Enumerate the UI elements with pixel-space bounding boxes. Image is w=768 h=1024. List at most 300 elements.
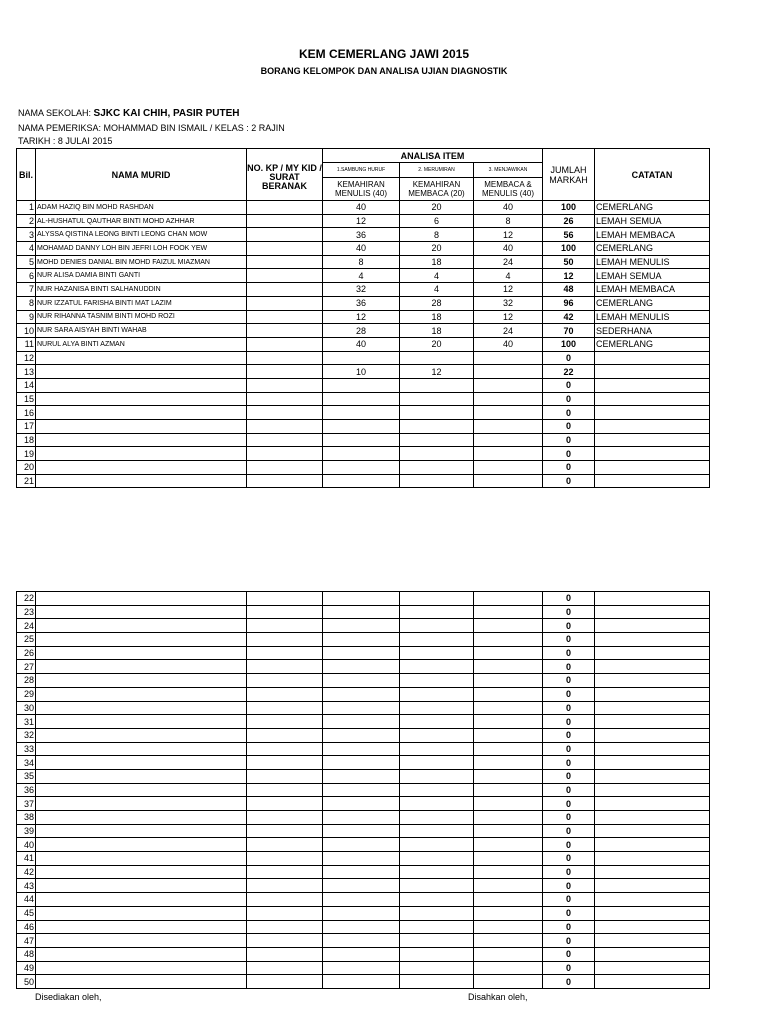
- row-number: 48: [17, 947, 36, 961]
- remark: [595, 838, 710, 852]
- score-menulis: [323, 392, 400, 406]
- remark: [595, 961, 710, 975]
- student-name: ADAM HAZIQ BIN MOHD RASHDAN: [36, 201, 247, 215]
- row-number: 11: [17, 337, 36, 351]
- total-marks: 56: [543, 228, 595, 242]
- total-marks: 0: [543, 961, 595, 975]
- score-membaca: [400, 447, 474, 461]
- remark: [595, 947, 710, 961]
- score-membaca: [400, 687, 474, 701]
- row-number: 40: [17, 838, 36, 852]
- remark: [595, 592, 710, 606]
- score-membaca: 4: [400, 283, 474, 297]
- table-row: [17, 961, 710, 975]
- student-name: NUR RIHANNA TASNIM BINTI MOHD ROZI: [36, 310, 247, 324]
- remark: LEMAH SEMUA: [595, 214, 710, 228]
- score-membaca-menulis: [474, 592, 543, 606]
- score-membaca-menulis: [474, 406, 543, 420]
- table-row: [17, 852, 710, 866]
- score-membaca: 18: [400, 310, 474, 324]
- approved-by-label: Disahkan oleh,: [468, 992, 528, 1002]
- remark: [595, 893, 710, 907]
- score-membaca-menulis: [474, 975, 543, 989]
- score-membaca-menulis: [474, 674, 543, 688]
- total-marks: 48: [543, 283, 595, 297]
- score-membaca-menulis: [474, 920, 543, 934]
- table-row: [17, 228, 710, 242]
- remark: [595, 865, 710, 879]
- total-marks: 0: [543, 756, 595, 770]
- score-menulis: [323, 811, 400, 825]
- score-membaca: [400, 605, 474, 619]
- header-sub2: KEMAHIRAN MEMBACA (20): [400, 178, 474, 201]
- score-membaca-menulis: 32: [474, 296, 543, 310]
- row-number: 21: [17, 474, 36, 488]
- student-name: [36, 961, 247, 975]
- score-menulis: [323, 728, 400, 742]
- student-name: [36, 824, 247, 838]
- score-membaca: [400, 975, 474, 989]
- total-marks: 0: [543, 975, 595, 989]
- score-membaca-menulis: 24: [474, 255, 543, 269]
- score-membaca: [400, 947, 474, 961]
- score-membaca-menulis: [474, 838, 543, 852]
- table-row: [17, 351, 710, 365]
- score-menulis: [323, 879, 400, 893]
- student-id: [247, 687, 323, 701]
- student-id: [247, 447, 323, 461]
- remark: [595, 797, 710, 811]
- score-membaca: [400, 865, 474, 879]
- table-row: [17, 474, 710, 488]
- student-id: [247, 797, 323, 811]
- table-row: [17, 715, 710, 729]
- score-membaca-menulis: [474, 461, 543, 475]
- score-menulis: [323, 701, 400, 715]
- score-membaca-menulis: [474, 947, 543, 961]
- student-name: [36, 728, 247, 742]
- table-row: [17, 824, 710, 838]
- score-membaca: [400, 728, 474, 742]
- remark: [595, 934, 710, 948]
- score-menulis: [323, 824, 400, 838]
- table-row: [17, 324, 710, 338]
- score-menulis: [323, 947, 400, 961]
- student-name: [36, 838, 247, 852]
- score-menulis: [323, 378, 400, 392]
- score-membaca: 12: [400, 365, 474, 379]
- student-name: [36, 893, 247, 907]
- header-total: JUMLAH MARKAH: [543, 149, 595, 201]
- student-name: [36, 646, 247, 660]
- student-name: [36, 592, 247, 606]
- table-row: [17, 214, 710, 228]
- header-analysis: ANALISA ITEM: [323, 149, 543, 163]
- score-membaca: 28: [400, 296, 474, 310]
- row-number: 15: [17, 392, 36, 406]
- remark: [595, 783, 710, 797]
- header-note: CATATAN: [595, 149, 710, 201]
- score-membaca-menulis: [474, 961, 543, 975]
- score-membaca-menulis: [474, 783, 543, 797]
- table-row: [17, 255, 710, 269]
- remark: [595, 633, 710, 647]
- row-number: 6: [17, 269, 36, 283]
- student-name: [36, 947, 247, 961]
- table-row: [17, 660, 710, 674]
- table-row: [17, 447, 710, 461]
- score-menulis: [323, 797, 400, 811]
- total-marks: 0: [543, 619, 595, 633]
- total-marks: 70: [543, 324, 595, 338]
- score-membaca-menulis: [474, 811, 543, 825]
- remark: [595, 920, 710, 934]
- row-number: 25: [17, 633, 36, 647]
- score-membaca-menulis: [474, 934, 543, 948]
- score-menulis: [323, 633, 400, 647]
- remark: [595, 975, 710, 989]
- remark: CEMERLANG: [595, 201, 710, 215]
- score-menulis: [323, 351, 400, 365]
- remark: [595, 365, 710, 379]
- remark: [595, 811, 710, 825]
- score-menulis: [323, 975, 400, 989]
- row-number: 13: [17, 365, 36, 379]
- score-membaca: [400, 783, 474, 797]
- row-number: 8: [17, 296, 36, 310]
- score-membaca: [400, 633, 474, 647]
- student-id: [247, 728, 323, 742]
- remark: LEMAH SEMUA: [595, 269, 710, 283]
- row-number: 44: [17, 893, 36, 907]
- score-membaca-menulis: [474, 906, 543, 920]
- student-name: NUR HAZANISA BINTI SALHANUDDIN: [36, 283, 247, 297]
- row-number: 34: [17, 756, 36, 770]
- score-membaca: [400, 742, 474, 756]
- row-number: 20: [17, 461, 36, 475]
- score-menulis: [323, 674, 400, 688]
- score-membaca: [400, 906, 474, 920]
- row-number: 5: [17, 255, 36, 269]
- score-membaca-menulis: [474, 701, 543, 715]
- student-id: [247, 337, 323, 351]
- score-menulis: 40: [323, 201, 400, 215]
- score-membaca-menulis: 40: [474, 242, 543, 256]
- remark: CEMERLANG: [595, 296, 710, 310]
- table-row: [17, 975, 710, 989]
- header-bil: Bil.: [17, 149, 36, 201]
- row-number: 4: [17, 242, 36, 256]
- student-name: [36, 879, 247, 893]
- remark: [595, 447, 710, 461]
- table-row: [17, 242, 710, 256]
- total-marks: 0: [543, 447, 595, 461]
- student-id: [247, 865, 323, 879]
- remark: [595, 769, 710, 783]
- row-number: 28: [17, 674, 36, 688]
- score-membaca: [400, 920, 474, 934]
- remark: [595, 474, 710, 488]
- total-marks: 0: [543, 852, 595, 866]
- score-menulis: 40: [323, 242, 400, 256]
- score-menulis: [323, 920, 400, 934]
- table-row: [17, 283, 710, 297]
- remark: [595, 619, 710, 633]
- remark: [595, 433, 710, 447]
- student-id: [247, 879, 323, 893]
- student-id: [247, 934, 323, 948]
- student-id: [247, 296, 323, 310]
- score-menulis: [323, 906, 400, 920]
- score-menulis: 8: [323, 255, 400, 269]
- score-membaca: [400, 461, 474, 475]
- score-membaca-menulis: [474, 433, 543, 447]
- total-marks: 100: [543, 242, 595, 256]
- total-marks: 0: [543, 947, 595, 961]
- table-row: [17, 420, 710, 434]
- table-row: [17, 365, 710, 379]
- score-menulis: [323, 852, 400, 866]
- student-id: [247, 461, 323, 475]
- student-name: [36, 906, 247, 920]
- total-marks: 0: [543, 646, 595, 660]
- remark: [595, 406, 710, 420]
- student-name: [36, 811, 247, 825]
- examiner-line: NAMA PEMERIKSA: MOHAMMAD BIN ISMAIL / KELAS : 2 RAJIN: [18, 123, 285, 133]
- score-membaca: [400, 879, 474, 893]
- row-number: 37: [17, 797, 36, 811]
- student-id: [247, 674, 323, 688]
- student-name: [36, 447, 247, 461]
- student-id: [247, 824, 323, 838]
- score-menulis: [323, 646, 400, 660]
- score-menulis: [323, 687, 400, 701]
- score-menulis: [323, 447, 400, 461]
- table-row: [17, 619, 710, 633]
- table-row: [17, 687, 710, 701]
- remark: [595, 674, 710, 688]
- score-membaca: [400, 756, 474, 770]
- row-number: 14: [17, 378, 36, 392]
- student-id: [247, 406, 323, 420]
- score-menulis: [323, 660, 400, 674]
- student-id: [247, 365, 323, 379]
- remark: [595, 378, 710, 392]
- table-row: [17, 337, 710, 351]
- total-marks: 0: [543, 433, 595, 447]
- total-marks: 0: [543, 865, 595, 879]
- student-name: AL-HUSHATUL QAUTHAR BINTI MOHD AZHHAR: [36, 214, 247, 228]
- total-marks: 0: [543, 701, 595, 715]
- total-marks: 0: [543, 783, 595, 797]
- student-name: [36, 605, 247, 619]
- total-marks: 0: [543, 934, 595, 948]
- score-membaca: 18: [400, 255, 474, 269]
- row-number: 45: [17, 906, 36, 920]
- score-membaca: 4: [400, 269, 474, 283]
- total-marks: 50: [543, 255, 595, 269]
- student-name: MOHD DENIES DANIAL BIN MOHD FAIZUL MIAZMAN: [36, 255, 247, 269]
- row-number: 43: [17, 879, 36, 893]
- total-marks: 0: [543, 674, 595, 688]
- score-menulis: [323, 420, 400, 434]
- student-id: [247, 701, 323, 715]
- score-membaca: 20: [400, 201, 474, 215]
- total-marks: 0: [543, 660, 595, 674]
- total-marks: 0: [543, 715, 595, 729]
- row-number: 38: [17, 811, 36, 825]
- remark: [595, 646, 710, 660]
- table-row: [17, 461, 710, 475]
- row-number: 46: [17, 920, 36, 934]
- score-membaca: [400, 474, 474, 488]
- student-id: [247, 255, 323, 269]
- score-membaca: [400, 406, 474, 420]
- student-id: [247, 769, 323, 783]
- total-marks: 0: [543, 769, 595, 783]
- total-marks: 0: [543, 811, 595, 825]
- student-name: [36, 351, 247, 365]
- total-marks: 0: [543, 742, 595, 756]
- row-number: 32: [17, 728, 36, 742]
- table-row: [17, 646, 710, 660]
- student-name: [36, 865, 247, 879]
- score-membaca-menulis: [474, 365, 543, 379]
- score-membaca: [400, 660, 474, 674]
- score-membaca: [400, 715, 474, 729]
- row-number: 39: [17, 824, 36, 838]
- table-row: [17, 201, 710, 215]
- score-menulis: [323, 893, 400, 907]
- student-id: [247, 961, 323, 975]
- table-row: [17, 797, 710, 811]
- student-name: [36, 433, 247, 447]
- student-name: [36, 660, 247, 674]
- score-menulis: [323, 715, 400, 729]
- total-marks: 0: [543, 605, 595, 619]
- prepared-by-label: Disediakan oleh,: [35, 992, 102, 1002]
- total-marks: 0: [543, 879, 595, 893]
- score-membaca-menulis: [474, 715, 543, 729]
- score-membaca: [400, 838, 474, 852]
- student-name: [36, 756, 247, 770]
- score-membaca-menulis: [474, 378, 543, 392]
- row-number: 19: [17, 447, 36, 461]
- student-name: [36, 392, 247, 406]
- score-membaca: [400, 769, 474, 783]
- table-row: [17, 674, 710, 688]
- total-marks: 0: [543, 378, 595, 392]
- score-membaca-menulis: [474, 633, 543, 647]
- student-name: [36, 742, 247, 756]
- score-menulis: [323, 865, 400, 879]
- total-marks: 0: [543, 474, 595, 488]
- score-membaca-menulis: [474, 392, 543, 406]
- student-name: [36, 378, 247, 392]
- table-row: [17, 756, 710, 770]
- total-marks: 0: [543, 920, 595, 934]
- score-menulis: [323, 619, 400, 633]
- remark: [595, 461, 710, 475]
- score-membaca-menulis: 12: [474, 228, 543, 242]
- score-membaca-menulis: [474, 447, 543, 461]
- score-menulis: [323, 934, 400, 948]
- student-table-page-1: [16, 148, 710, 488]
- remark: [595, 852, 710, 866]
- score-membaca: [400, 824, 474, 838]
- document-title: KEM CEMERLANG JAWI 2015: [298, 47, 470, 61]
- row-number: 41: [17, 852, 36, 866]
- score-membaca-menulis: [474, 852, 543, 866]
- table-row: [17, 378, 710, 392]
- student-id: [247, 660, 323, 674]
- table-row: [17, 920, 710, 934]
- score-membaca: 20: [400, 337, 474, 351]
- row-number: 35: [17, 769, 36, 783]
- table-row: [17, 392, 710, 406]
- row-number: 16: [17, 406, 36, 420]
- score-membaca: [400, 797, 474, 811]
- row-number: 17: [17, 420, 36, 434]
- table-row: [17, 811, 710, 825]
- student-name: [36, 701, 247, 715]
- row-number: 1: [17, 201, 36, 215]
- total-marks: 42: [543, 310, 595, 324]
- student-name: NUR SARA AISYAH BINTI WAHAB: [36, 324, 247, 338]
- header-sub1-small: 1.SAMBUNG HURUF: [323, 163, 400, 178]
- score-membaca: [400, 378, 474, 392]
- score-membaca-menulis: [474, 742, 543, 756]
- table-row: [17, 769, 710, 783]
- student-name: [36, 633, 247, 647]
- score-menulis: [323, 961, 400, 975]
- score-membaca-menulis: [474, 769, 543, 783]
- student-id: [247, 392, 323, 406]
- score-menulis: 12: [323, 214, 400, 228]
- score-menulis: 10: [323, 365, 400, 379]
- student-id: [247, 783, 323, 797]
- score-menulis: [323, 783, 400, 797]
- student-id: [247, 214, 323, 228]
- score-membaca-menulis: [474, 474, 543, 488]
- total-marks: 0: [543, 420, 595, 434]
- total-marks: 26: [543, 214, 595, 228]
- student-name: [36, 365, 247, 379]
- student-name: [36, 934, 247, 948]
- score-membaca-menulis: [474, 605, 543, 619]
- row-number: 9: [17, 310, 36, 324]
- score-membaca: [400, 674, 474, 688]
- student-id: [247, 378, 323, 392]
- score-menulis: 32: [323, 283, 400, 297]
- score-menulis: [323, 474, 400, 488]
- score-membaca-menulis: 24: [474, 324, 543, 338]
- row-number: 33: [17, 742, 36, 756]
- student-name: [36, 687, 247, 701]
- row-number: 22: [17, 592, 36, 606]
- student-name: [36, 852, 247, 866]
- remark: [595, 728, 710, 742]
- table-row: [17, 310, 710, 324]
- row-number: 50: [17, 975, 36, 989]
- student-id: [247, 947, 323, 961]
- score-membaca: [400, 934, 474, 948]
- student-id: [247, 906, 323, 920]
- total-marks: 0: [543, 592, 595, 606]
- row-number: 30: [17, 701, 36, 715]
- student-name: [36, 975, 247, 989]
- student-id: [247, 351, 323, 365]
